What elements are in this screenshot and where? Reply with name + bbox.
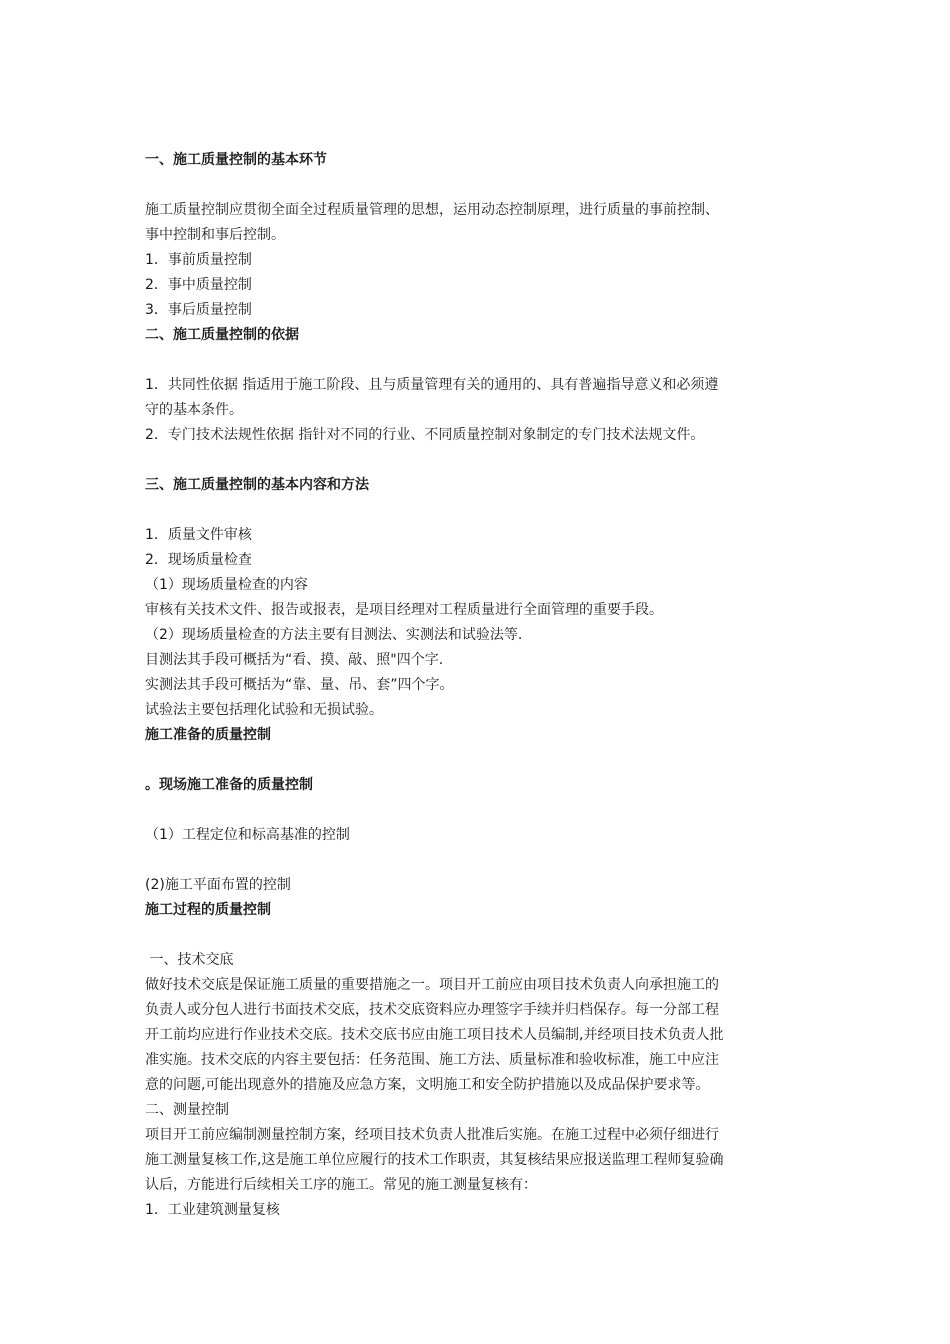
paragraph-line: 意的问题,可能出现意外的措施及应急方案，文明施工和安全防护措施以及成品保护要求等。 xyxy=(145,1077,710,1093)
paragraph-line: 开工前均应进行作业技术交底。技术交底书应由施工项目技术人员编制,并经项目技术负责人批 xyxy=(145,1027,724,1043)
document-page xyxy=(145,148,817,1223)
paragraph-line: 做好技术交底是保证施工质量的重要措施之一。项目开工前应由项目技术负责人向承担施工的 xyxy=(145,977,719,993)
list-item: 2．现场质量检查 xyxy=(145,552,252,568)
spacer xyxy=(145,748,817,773)
list-item: 2．专门技术法规性依据 指针对不同的行业、不同质量控制对象制定的专门技术法规文件。 xyxy=(145,427,705,443)
section-heading-2: 二、施工质量控制的依据 xyxy=(145,327,299,343)
paragraph-line: 审核有关技术文件、报告或报表，是项目经理对工程质量进行全面管理的重要手段。 xyxy=(145,602,663,618)
paragraph-line: 施工质量控制应贯彻全面全过程质量管理的思想，运用动态控制原理，进行质量的事前控制、 xyxy=(145,202,719,218)
paragraph-line: 事中控制和事后控制。 xyxy=(145,227,285,243)
subsection-heading: 。现场施工准备的质量控制 xyxy=(145,777,313,793)
paragraph-line: 目测法其手段可概括为“看、摸、敲、照"四个字. xyxy=(145,652,444,668)
section-heading-1: 一、施工质量控制的基本环节 xyxy=(145,152,327,168)
sub-item: （2）现场质量检查的方法主要有目测法、实测法和试验法等. xyxy=(145,627,523,643)
list-item: 1．事前质量控制 xyxy=(145,252,252,268)
list-item-continuation: 守的基本条件。 xyxy=(145,402,243,418)
section-heading-4: 施工准备的质量控制 xyxy=(145,727,271,743)
paragraph-line: 项目开工前应编制测量控制方案，经项目技术负责人批准后实施。在施工过程中必须仔细进行 xyxy=(145,1127,719,1143)
paragraph-line: 实测法其手段可概括为“靠、量、吊、套”四个字。 xyxy=(145,677,454,693)
paragraph-line: 负责人或分包人进行书面技术交底，技术交底资料应办理签字手续并归档保存。每一分部工程 xyxy=(145,1002,719,1018)
subsection-heading: 二、测量控制 xyxy=(145,1102,229,1118)
sub-item: (2)施工平面布置的控制 xyxy=(145,877,291,893)
spacer xyxy=(145,848,817,873)
list-item: 1．工业建筑测量复核 xyxy=(145,1202,280,1218)
paragraph-line: 试验法主要包括理化试验和无损试验。 xyxy=(145,702,383,718)
spacer xyxy=(145,173,817,198)
list-item: 1．质量文件审核 xyxy=(145,527,252,543)
sub-item: （1）现场质量检查的内容 xyxy=(145,577,308,593)
spacer xyxy=(145,923,817,948)
section-heading-3: 三、施工质量控制的基本内容和方法 xyxy=(145,477,369,493)
list-item: 3．事后质量控制 xyxy=(145,302,252,318)
paragraph-line: 准实施。技术交底的内容主要包括：任务范围、施工方法、质量标准和验收标准，施工中应注 xyxy=(145,1052,719,1068)
spacer xyxy=(145,798,817,823)
paragraph-line: 施工测量复核工作,这是施工单位应履行的技术工作职责，其复核结果应报送监理工程师复验确 xyxy=(145,1152,724,1168)
spacer xyxy=(145,448,817,473)
spacer xyxy=(145,348,817,373)
subsection-heading: 一、技术交底 xyxy=(145,952,234,968)
sub-item: （1）工程定位和标高基准的控制 xyxy=(145,827,350,843)
list-item: 1．共同性依据 指适用于施工阶段、且与质量管理有关的通用的、具有普遍指导意义和必须遵 xyxy=(145,377,719,393)
section-heading-5: 施工过程的质量控制 xyxy=(145,902,271,918)
spacer xyxy=(145,498,817,523)
list-item: 2．事中质量控制 xyxy=(145,277,252,293)
paragraph-line: 认后，方能进行后续相关工序的施工。常见的施工测量复核有： xyxy=(145,1177,537,1193)
